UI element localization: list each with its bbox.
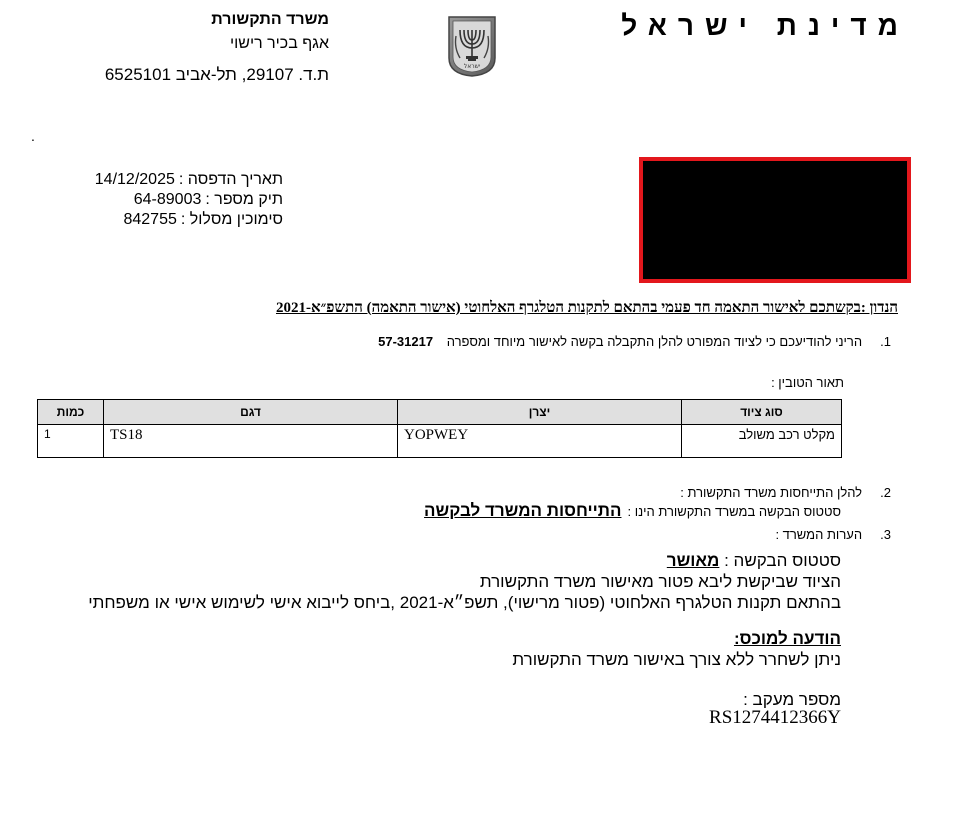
remarks-line-2: בהתאם תקנות הטלגרף האלחוטי (פטור מרישוי), תשפ״א-2021 ,ביחס לייבוא אישי לשימוש אישי או משפחתי	[88, 593, 841, 612]
route-reference-row	[95, 210, 283, 230]
goods-description-label: תאור הטובין :	[771, 375, 844, 390]
ministry-status-line	[424, 501, 841, 521]
cell-model: TS18	[104, 425, 398, 458]
ministry-remarks	[88, 550, 841, 613]
ministry-status-value: התייחסות המשרד לבקשה	[424, 501, 622, 520]
item-3	[775, 527, 891, 542]
equipment-table-header	[38, 400, 842, 425]
item-1-number: 1.	[880, 334, 891, 349]
route-reference-label: סימוכין מסלול :	[180, 211, 283, 228]
ministry-name: משרד התקשורת	[211, 11, 329, 28]
item-1	[378, 334, 891, 349]
cell-quantity: 1	[38, 425, 104, 458]
state-emblem-icon	[446, 14, 498, 78]
ministry-block	[105, 10, 329, 90]
state-title: מדינת ישראל	[621, 10, 909, 41]
table-row	[38, 425, 842, 458]
customs-notice-title: הודעה למוכס:	[733, 629, 841, 648]
document-meta	[95, 170, 283, 230]
document-subject: הנדון :בקשתכם לאישור התאמה חד פעמי בהתאם לתקנות הטלגרף האלחוטי (אישור התאמה) התשפ״א-2021	[275, 300, 898, 316]
header-equipment-type: סוג ציוד	[682, 400, 842, 425]
item-3-number: 3.	[880, 527, 891, 542]
item-1-text: הריני להודיעכם כי לציוד המפורט להלן התקבלה בקשה לאישור מיוחד ומספרה	[446, 334, 863, 349]
print-date-row	[95, 170, 283, 190]
request-status-label: סטטוס הבקשה :	[724, 551, 841, 570]
header-model: דגם	[104, 400, 398, 425]
ministry-status-label: סטטוס הבקשה במשרד התקשורת הינו :	[627, 504, 841, 519]
tracking-number-value: RS1274412366Y	[709, 707, 841, 728]
item-3-text: הערות המשרד :	[775, 527, 863, 542]
print-date-label: תאריך הדפסה :	[178, 171, 283, 188]
request-status-value: מאושר	[666, 551, 720, 570]
item-2	[680, 485, 891, 500]
route-reference-value: 842755	[123, 211, 177, 228]
tracking-number-label: מספר מעקב :	[743, 690, 841, 709]
customs-notice-text: ניתן לשחרר ללא צורך באישור משרד התקשורת	[512, 650, 841, 669]
approval-number: 57-31217	[378, 334, 434, 349]
file-number-value: 64-89003	[133, 191, 202, 208]
file-number-row	[95, 190, 283, 210]
ministry-address: ת.ד. 29107, תל-אביב 6525101	[104, 65, 329, 84]
equipment-table	[37, 399, 842, 458]
print-date-value: 14/12/2025	[94, 171, 175, 188]
cell-manufacturer: YOPWEY	[398, 425, 682, 458]
file-number-label: תיק מספר :	[205, 191, 283, 208]
item-2-number: 2.	[880, 485, 891, 500]
redacted-address-block	[639, 157, 911, 283]
cell-equipment-type: מקלט רכב משולב	[682, 425, 842, 458]
remarks-line-1: הציוד שביקשת ליבא פטור מאישור משרד התקשורת	[479, 572, 841, 591]
ministry-department: אגף בכיר רישוי	[229, 35, 329, 52]
header-manufacturer: יצרן	[398, 400, 682, 425]
header-quantity: כמות	[38, 400, 104, 425]
item-2-text: להלן התייחסות משרד התקשורת :	[680, 485, 863, 500]
stray-dot: .	[31, 128, 35, 144]
svg-text:ישראל: ישראל	[463, 63, 481, 70]
request-status-row	[88, 550, 841, 571]
